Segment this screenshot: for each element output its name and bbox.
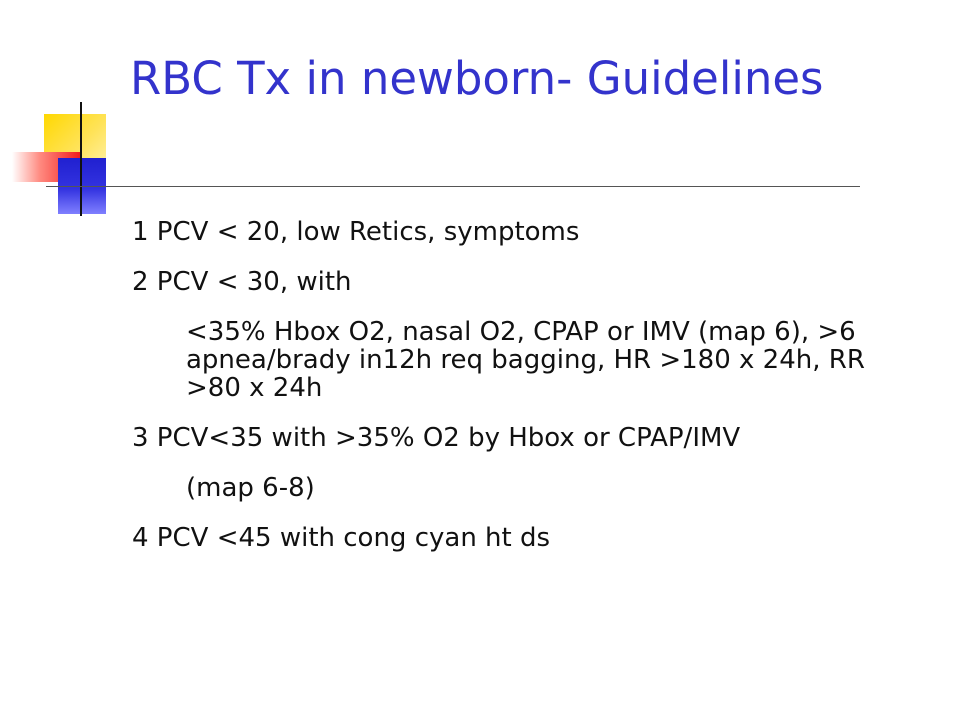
guideline-item-2-detail: <35% Hbox O2, nasal O2, CPAP or IMV (map 6), >6 apnea/brady in12h req bagging, HR >180 x 24h, RR >80 x 24h — [186, 317, 865, 403]
guideline-item-3-detail: (map 6-8) — [186, 473, 315, 503]
slide-title: RBC Tx in newborn- Guidelines — [130, 52, 824, 105]
title-divider — [46, 186, 860, 187]
guideline-item-4: 4 PCV <45 with cong cyan ht ds — [132, 523, 551, 553]
guideline-item-3: 3 PCV<35 with >35% O2 by Hbox or CPAP/IMV — [132, 423, 741, 453]
guideline-list — [132, 218, 922, 574]
vertical-rule — [80, 102, 82, 216]
guideline-item-1: 1 PCV < 20, low Retics, symptoms — [132, 217, 580, 247]
guideline-item-2: 2 PCV < 30, with — [132, 267, 352, 297]
